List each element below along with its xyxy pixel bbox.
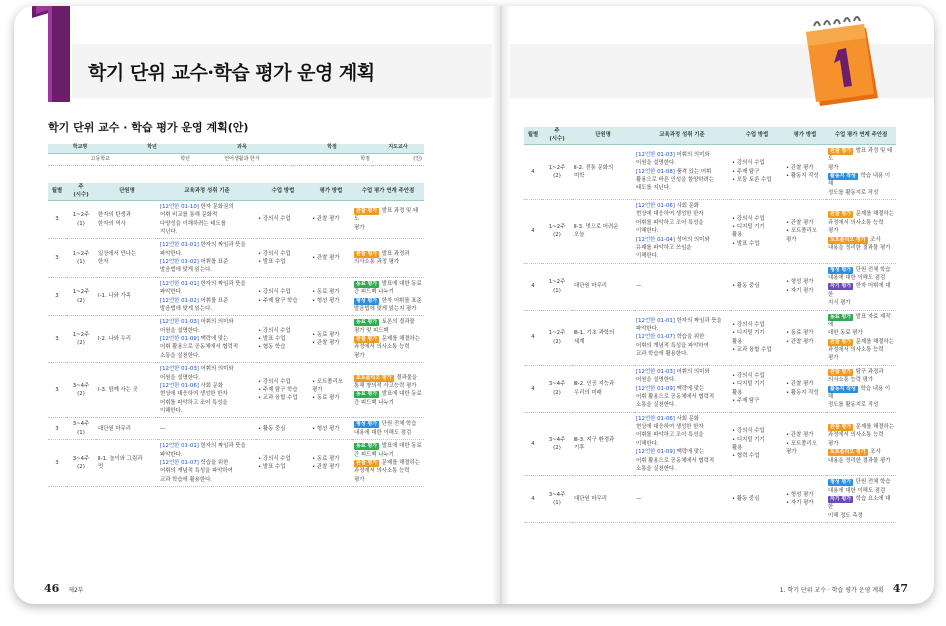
cell-focus (826, 476, 896, 523)
cell-standard (158, 363, 256, 418)
standard-text: 어휘를 표준 발음법에 맞게 읽는다. (160, 297, 229, 312)
focus-text: 발표 과정 및 태도 평가 (828, 147, 893, 171)
eval-tag-badge: 관찰 평가 (830, 338, 852, 345)
section-label-left: 제2부 (68, 587, 84, 594)
cell-focus (352, 200, 424, 239)
book-spread (14, 6, 934, 604)
cell-focus (352, 363, 424, 418)
cell-eval: • 관찰 평가 (310, 239, 352, 278)
cell-unit: Ⅲ-1. 기초 과학의 세계 (572, 310, 634, 365)
calendar-number-one-icon (800, 14, 882, 110)
eval-tag-badge: 관찰 평가 (830, 147, 852, 154)
standard-text: 한자 문화권의 어휘 비교를 통해 문화적 다양성을 이해하려는 태도를 지닌다. (160, 203, 234, 235)
value-credit: 학점 (292, 153, 372, 166)
eval-tag-badge: 형성 평가 (830, 266, 852, 273)
cell-method: • 강의식 수업 • 디지털 기기 활용 • 주제 탐구 (730, 365, 784, 412)
table-row (48, 316, 424, 363)
table-row (48, 363, 424, 418)
value-subject: 언어생활과 한자 (192, 153, 292, 166)
table-row (48, 200, 424, 239)
cell-method: • 활동 중심 (730, 263, 784, 310)
col-method: 수업 방법 (730, 127, 784, 144)
cell-eval: • 동료 평가 • 관찰 평가 (784, 310, 826, 365)
focus-text: 단원 전체 학습 내용에 대한 이해도 점검 (828, 479, 891, 494)
standard-code: [12언한 01-06] (636, 415, 675, 422)
focus-text: 발표 과정 및 태도 평가 (354, 207, 419, 231)
standard-text: 한자의 짜임과 뜻을 파악한다. (160, 242, 246, 257)
standard-code: [12언한 01-02] (160, 297, 199, 304)
cell-method: • 강의식 수업 • 발표 수업 (256, 440, 310, 487)
page-number-right: 47 (892, 582, 908, 595)
cell-unit: Ⅲ-2. 인공 지능과 우리의 미래 (572, 365, 634, 412)
cell-method: • 강의식 수업 • 디지털 기기 활용 • 교과 융합 수업 (730, 310, 784, 365)
cell-standard (158, 418, 256, 440)
cell-week: 3~4주 (2) (542, 412, 572, 476)
plan-table-left (48, 183, 424, 487)
standard-text: 한자의 짜임과 뜻을 파악한다. (636, 317, 722, 333)
cell-focus (826, 310, 896, 365)
eval-tag-badge: 자기 평가 (830, 496, 852, 502)
standard-text: 사회 문화 현상에 대응하여 생성한 한자 어휘를 파악하고 조어 특성을 이해한다. (636, 415, 704, 447)
focus-text: 문제를 해결하는 과정에서 의사소통 능력 평가 (828, 338, 894, 362)
cell-method: • 강의식 수업 • 주제 탐구 학습 • 교과 융합 수업 (256, 363, 310, 418)
cell-standard (634, 412, 730, 476)
cell-month: 4 (524, 412, 542, 476)
cell-standard (634, 144, 730, 199)
col-month: 월별 (524, 127, 542, 144)
table-row (524, 144, 896, 199)
cell-week: 1~2주 (1) (66, 239, 96, 278)
table-row (524, 412, 896, 476)
focus-text: 학습 요소에 대한 이해 정도 측정 (828, 496, 891, 519)
cell-month: 4 (524, 476, 542, 523)
header-grade: 학년 (112, 144, 192, 153)
cell-focus (826, 365, 896, 412)
cell-month: 3 (48, 440, 66, 487)
col-eval: 평가 방법 (310, 183, 352, 200)
standard-code: [12언한 01-09] (636, 385, 675, 392)
cell-focus (352, 440, 424, 487)
cell-month: 3 (48, 363, 66, 418)
header-teacher: 지도교사 (372, 144, 424, 153)
value-school: 고등학교 (48, 153, 112, 166)
cell-focus (826, 200, 896, 264)
cell-standard (634, 263, 730, 310)
cell-eval: • 관찰 평가 • 활동지 작성 (784, 365, 826, 412)
eval-tag-badge: 동료 평가 (356, 391, 378, 398)
cell-unit: 대단원 마무리 (572, 263, 634, 310)
cell-month: 4 (524, 200, 542, 264)
cell-week: 3~4주 (2) (66, 440, 96, 487)
col-week: 주 (시수) (542, 127, 572, 144)
focus-text: 문제를 해결하는 과정에서 의사소통 능력 평가 (354, 336, 420, 359)
table-row (524, 263, 896, 310)
cell-unit: 한자의 탄생과 한자의 역사 (96, 200, 158, 239)
cell-method: • 강의식 수업 • 디지털 기기 활용 • 발표 수업 (730, 200, 784, 264)
eval-tag-badge: 동료 평가 (356, 280, 378, 287)
eval-tag-badge: 형성 평가 (356, 421, 378, 428)
standard-code: [12언한 01-03] (160, 319, 199, 326)
standard-text: 맥락에 맞는 어휘 활용으로 공동체에서 협력적 소통을 실천한다. (160, 336, 239, 359)
table-row (48, 440, 424, 487)
standard-code: [12언한 01-03] (636, 151, 675, 158)
focus-text: 발표에 대한 동료 간 피드백 나누기 (354, 443, 422, 458)
focus-text: 발표 과정과 의사소통 과정 평가 (354, 250, 410, 265)
col-unit: 단원명 (572, 127, 634, 144)
numeral-one-decoration (30, 6, 70, 102)
standard-text: 학습을 위한 어휘의 개념적 특성을 파악하여 교과 학습에 활용한다. (636, 334, 709, 358)
cell-week: 3~4주 (1) (542, 476, 572, 523)
plan-table-right (524, 127, 896, 523)
eval-tag-badge: 활동지 작성 (830, 172, 856, 179)
standard-text: 어휘의 의미와 어원을 설명한다. (636, 151, 710, 167)
standard-text: — (160, 425, 166, 432)
cell-eval: • 형성 평가 • 자기 평가 (784, 263, 826, 310)
cell-standard (634, 310, 730, 365)
cell-focus (352, 239, 424, 278)
plan-title: 학기 단위 교수 · 학습 평가 운영 계획(안) (48, 121, 249, 134)
cell-month: 4 (524, 365, 542, 412)
cell-month: 3 (48, 239, 66, 278)
eval-tag-badge: 관찰 평가 (830, 211, 852, 218)
standard-code: [12언한 01-03] (160, 366, 199, 373)
col-standard: 교육과정 성취 기준 (158, 183, 256, 200)
cell-standard (158, 316, 256, 363)
cell-focus (352, 418, 424, 440)
focus-text: 발표 자료 제작에 대한 동료 평가 (828, 313, 891, 337)
cell-month: 4 (524, 263, 542, 310)
col-month: 월별 (48, 183, 66, 200)
standard-text: 맥락에 맞는 어휘 활용으로 공동체에서 협력적 소통을 실천한다. (636, 449, 715, 472)
cell-standard (634, 200, 730, 264)
eval-tag-badge: 동료 평가 (830, 313, 852, 320)
cell-unit: Ⅲ-3. 지구 환경과 기후 (572, 412, 634, 476)
col-focus: 수업 평가 연계 주안점 (352, 183, 424, 200)
cell-week: 1~2주 (2) (66, 277, 96, 316)
cell-focus (826, 263, 896, 310)
cell-method: • 강의식 수업 (256, 200, 310, 239)
standard-text: 어휘를 표준 발음법에 맞게 읽는다. (160, 259, 229, 274)
cell-month: 4 (524, 310, 542, 365)
table-row (524, 365, 896, 412)
eval-tag-badge: 관찰 평가 (356, 336, 378, 342)
eval-tag-badge: 형성 평가 (356, 297, 378, 304)
standard-code: [12언한 01-04] (636, 236, 675, 243)
cell-eval: • 관찰 평가 (310, 200, 352, 239)
eval-tag-badge: 관찰 평가 (830, 368, 852, 375)
col-focus: 수업 평가 연계 주안점 (826, 127, 896, 144)
table-row (48, 277, 424, 316)
col-week: 주 (시수) (66, 183, 96, 200)
header-subject: 과목 (192, 144, 292, 153)
standard-code: [12언한 01-01] (160, 443, 199, 450)
cell-eval: • 관찰 평가 • 포트폴리오 평가 (784, 412, 826, 476)
standard-code: [12언한 01-08] (636, 168, 675, 175)
standard-text: 맥락에 맞는 어휘 활용으로 공동체에서 협력적 소통을 실천한다. (636, 385, 715, 409)
eval-tag-badge: 동료 평가 (356, 319, 378, 326)
eval-tag-badge: 포트폴리오 평가 (830, 449, 866, 456)
cell-standard (158, 440, 256, 487)
cell-unit: Ⅰ-3. 함께 사는 곳 (96, 363, 158, 418)
cell-week: 1~2주 (2) (66, 316, 96, 363)
standard-code: [12언한 01-09] (160, 336, 199, 342)
cell-eval: • 동료 평가 • 형성 평가 (310, 277, 352, 316)
cell-month: 4 (524, 144, 542, 199)
cell-method: • 강의식 수업 • 발표 수업 • 협동 학습 (256, 316, 310, 363)
standard-text: 학습을 위한 어휘의 개념적 특성을 파악하여 교과 학습에 활용한다. (160, 459, 233, 483)
cell-unit: 대단원 마무리 (96, 418, 158, 440)
page-number-left: 46 (44, 582, 60, 595)
focus-text: 문제를 해결하는 과정에서 의사소통 능력 평가 (828, 211, 894, 235)
col-method: 수업 방법 (256, 183, 310, 200)
cell-week: 3~4주 (2) (66, 363, 96, 418)
col-standard: 교육과정 성취 기준 (634, 127, 730, 144)
standard-text: 사회 문화 현상에 대응하여 생성한 한자 어휘를 파악하고 조어 특성을 이해한다. (160, 382, 228, 414)
header-credit: 학점 (292, 144, 372, 153)
standard-text: 한자의 짜임과 뜻을 파악한다. (160, 443, 246, 458)
cell-unit: 대단원 마무리 (572, 476, 634, 523)
cell-eval: • 동료 평가 • 관찰 평가 (310, 440, 352, 487)
cell-method: • 강의식 수업 • 발표 수업 (256, 239, 310, 278)
standard-code: [12언한 01-02] (160, 259, 199, 265)
focus-text: 한자 어휘에 대한 지식 평가 (828, 283, 891, 307)
cell-unit: 일상에서 만나는 한자 (96, 239, 158, 278)
standard-text: 어휘의 의미와 어원을 설명한다. (160, 366, 234, 381)
cell-month: 3 (48, 418, 66, 440)
cell-week: 3~4주 (1) (66, 418, 96, 440)
school-info-table (48, 144, 424, 166)
focus-text: 한자 어휘를 표준 발음법에 맞게 읽는지 평가 (354, 297, 422, 312)
cell-method: • 활동 중심 (256, 418, 310, 440)
standard-text: 품격 있는 어휘 활용으로 바른 인성을 함양하려는 태도를 지닌다. (636, 168, 715, 192)
eval-tag-badge: 자기 평가 (830, 283, 852, 290)
cell-eval: • 포트폴리오 평가 • 동료 평가 (310, 363, 352, 418)
eval-tag-badge: 포트폴리오 평가 (830, 236, 866, 243)
table-row (524, 200, 896, 264)
cell-standard (634, 365, 730, 412)
eval-tag-badge: 활동지 작성 (830, 385, 856, 392)
standard-text: 한자의 짜임과 뜻을 파악한다. (160, 280, 246, 296)
section-label-right: 1. 학기 단위 교수 · 학습 평가 운영 계획 (779, 587, 884, 594)
focus-text: 발표에 대한 동료 간 피드백 나누기 (354, 391, 422, 406)
cell-method: • 강의식 수업 • 주제 탐구 학습 (256, 277, 310, 316)
cell-week: 1~2주 (2) (542, 200, 572, 264)
cell-eval: • 관찰 평가 • 포트폴리오 평가 (784, 200, 826, 264)
table-row (524, 476, 896, 523)
cell-unit: Ⅱ-3. 멋으로 어려운 오늘 (572, 200, 634, 264)
standard-code: [12언한 01-07] (636, 334, 675, 341)
standard-code: [12언한 01-06] (160, 382, 199, 389)
cell-standard (634, 476, 730, 523)
eval-tag-badge: 관찰 평가 (356, 250, 378, 257)
eval-tag-badge: 관찰 평가 (356, 207, 378, 214)
cell-month: 3 (48, 277, 66, 316)
cell-eval: • 형성 평가 • 자기 평가 (784, 476, 826, 523)
standard-code: [12언한 01-01] (160, 280, 199, 287)
standard-code: [12언한 01-10] (160, 203, 199, 210)
eval-tag-badge: 관찰 평가 (356, 459, 378, 466)
cell-week: 1~2주 (2) (542, 144, 572, 199)
cell-focus (826, 412, 896, 476)
cell-method: • 활동 중심 (730, 476, 784, 523)
standard-text: — (636, 283, 642, 290)
cell-eval: • 형성 평가 (310, 418, 352, 440)
col-unit: 단원명 (96, 183, 158, 200)
header-school: 학교명 (48, 144, 112, 153)
standard-code: [12언한 01-03] (636, 368, 675, 375)
focus-text: 문제를 해결하는 과정에서 의사소통 능력 평가 (828, 424, 894, 447)
focus-text: 조사 내용을 정리한 결과물 평가 (828, 236, 891, 251)
focus-text: 탐구 과정과 의사소통 능력 평가 (828, 368, 884, 384)
cell-focus (826, 144, 896, 199)
cell-unit: Ⅱ-1. 놀이와 그림과 멋 (96, 440, 158, 487)
cell-week: 3~4주 (2) (542, 365, 572, 412)
cell-method: • 강의식 수업 • 주제 탐구 • 모둠 토론 수업 (730, 144, 784, 199)
cell-unit: Ⅰ-2. 나와 우리 (96, 316, 158, 363)
footer-left (44, 582, 84, 595)
cell-week: 1~2주 (1) (542, 263, 572, 310)
table-row (524, 310, 896, 365)
cell-month: 3 (48, 200, 66, 239)
cell-standard (158, 277, 256, 316)
eval-tag-badge: 동료 평가 (356, 443, 378, 450)
page-title: 학기 단위 교수·학습 평가 운영 계획 (88, 62, 375, 84)
cell-method: • 강의식 수업 • 디지털 기기 활용 • 협력 수업 (730, 412, 784, 476)
standard-code: [12언한 01-06] (636, 203, 675, 209)
table-row (48, 418, 424, 440)
eval-tag-badge: 관찰 평가 (830, 424, 852, 430)
focus-text: 결과물을 통해 창의적 사고능력 평가 (354, 374, 418, 389)
focus-text: 단원 전체 학습 내용에 대한 이해도 점검 (354, 421, 417, 436)
focus-text: 토론의 결과물 평가 및 피드백 (354, 319, 415, 334)
cell-standard (158, 200, 256, 239)
focus-text: 문제를 해결하는 과정에서 의사소통 능력 평가 (354, 459, 420, 483)
eval-tag-badge: 형성 평가 (830, 479, 852, 486)
cell-month: 3 (48, 316, 66, 363)
focus-text: 학습 내용 이해 정도를 활동지로 작성 (828, 385, 891, 409)
cell-focus (352, 316, 424, 363)
standard-code: [12언한 01-09] (636, 449, 675, 456)
value-teacher: (인) (372, 153, 424, 166)
standard-text: 어휘의 의미와 어원을 설명한다. (636, 368, 710, 384)
cell-focus (352, 277, 424, 316)
focus-text: 학습 내용 이해 정도를 활동지로 작성 (828, 172, 891, 196)
standard-code: [12언한 01-01] (636, 317, 675, 324)
eval-tag-badge: 포트폴리오 평가 (356, 374, 392, 381)
standard-text: 어휘의 의미와 어원을 설명한다. (160, 319, 234, 334)
standard-text: 사회 문화 현상에 대응하여 생성한 한자 어휘를 파악하고 조어 특성을 이해한다. (636, 203, 704, 235)
col-eval: 평가 방법 (784, 127, 826, 144)
cell-week: 1~2주 (2) (542, 310, 572, 365)
value-grade: 학년 (112, 153, 192, 166)
focus-text: 조사 내용을 정리한 결과물 평가 (828, 449, 891, 464)
cell-unit: Ⅱ-2. 전통 문화의 미학 (572, 144, 634, 199)
cell-eval: • 동료 평가 • 관찰 평가 (310, 316, 352, 363)
book-gutter (492, 6, 510, 604)
table-row (48, 239, 424, 278)
standard-code: [12언한 01-01] (160, 242, 199, 249)
footer-right (780, 582, 908, 595)
standard-text: — (636, 496, 642, 502)
cell-standard (158, 239, 256, 278)
standard-text: 성어의 의미와 유래를 파악하고 쓰임을 이해한다. (636, 236, 710, 260)
cell-unit: Ⅰ-1. 나와 가족 (96, 277, 158, 316)
focus-text: 단원 전체 학습 내용에 대한 이해도 점검 (828, 266, 891, 281)
standard-code: [12언한 01-07] (160, 459, 199, 466)
focus-text: 발표에 대한 동료 간 피드백 나누기 (354, 280, 422, 296)
cell-eval: • 관찰 평가 • 활동지 작성 (784, 144, 826, 199)
cell-week: 1~2주 (1) (66, 200, 96, 239)
